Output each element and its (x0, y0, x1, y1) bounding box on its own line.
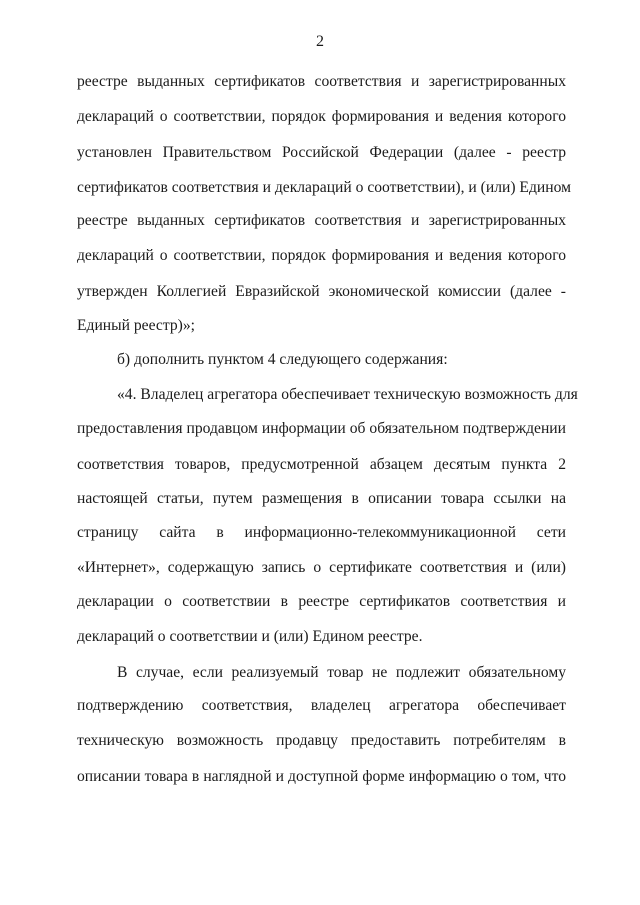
text-line: деклараций о соответствии, порядок формирования и ведения которого (77, 108, 566, 125)
text-line: утвержден Коллегией Евразийской экономической комиссии (далее - (77, 283, 566, 300)
text-line: описании товара в наглядной и доступной форме информацию о том, что (77, 768, 566, 785)
text-line: предоставления продавцом информации об обязательном подтверждении (77, 420, 566, 437)
text-line: деклараций о соответствии, порядок формирования и ведения которого (77, 247, 566, 264)
text-line: «4. Владелец агрегатора обеспечивает техническую возможность для (117, 386, 578, 403)
text-line: подтверждению соответствия, владелец агрегатора обеспечивает (77, 697, 566, 714)
text-line: «Интернет», содержащую запись о сертификате соответствия и (или) (77, 559, 566, 576)
text-line: техническую возможность продавцу предоставить потребителям в (77, 732, 566, 749)
page-number: 2 (316, 33, 324, 50)
text-line: деклараций о соответствии и (или) Едином реестре. (77, 628, 423, 645)
text-line: страницу сайта в информационно-телекоммуникационной сети (77, 524, 566, 541)
text-line: настоящей статьи, путем размещения в описании товара ссылки на (77, 490, 566, 507)
text-line: соответствия товаров, предусмотренной абзацем десятым пункта 2 (77, 456, 566, 473)
text-line: сертификатов соответствия и деклараций о соответствии), и (или) Едином (77, 179, 571, 196)
text-line: реестре выданных сертификатов соответствия и зарегистрированных (77, 73, 566, 90)
text-line: б) дополнить пунктом 4 следующего содержания: (117, 351, 448, 368)
text-line: Единый реестр)»; (77, 317, 195, 334)
text-line: декларации о соответствии в реестре сертификатов соответствия и (77, 593, 566, 610)
text-line: реестре выданных сертификатов соответствия и зарегистрированных (77, 212, 566, 229)
text-line: установлен Правительством Российской Федерации (далее - реестр (77, 144, 566, 161)
text-line: В случае, если реализуемый товар не подлежит обязательному (117, 664, 566, 681)
